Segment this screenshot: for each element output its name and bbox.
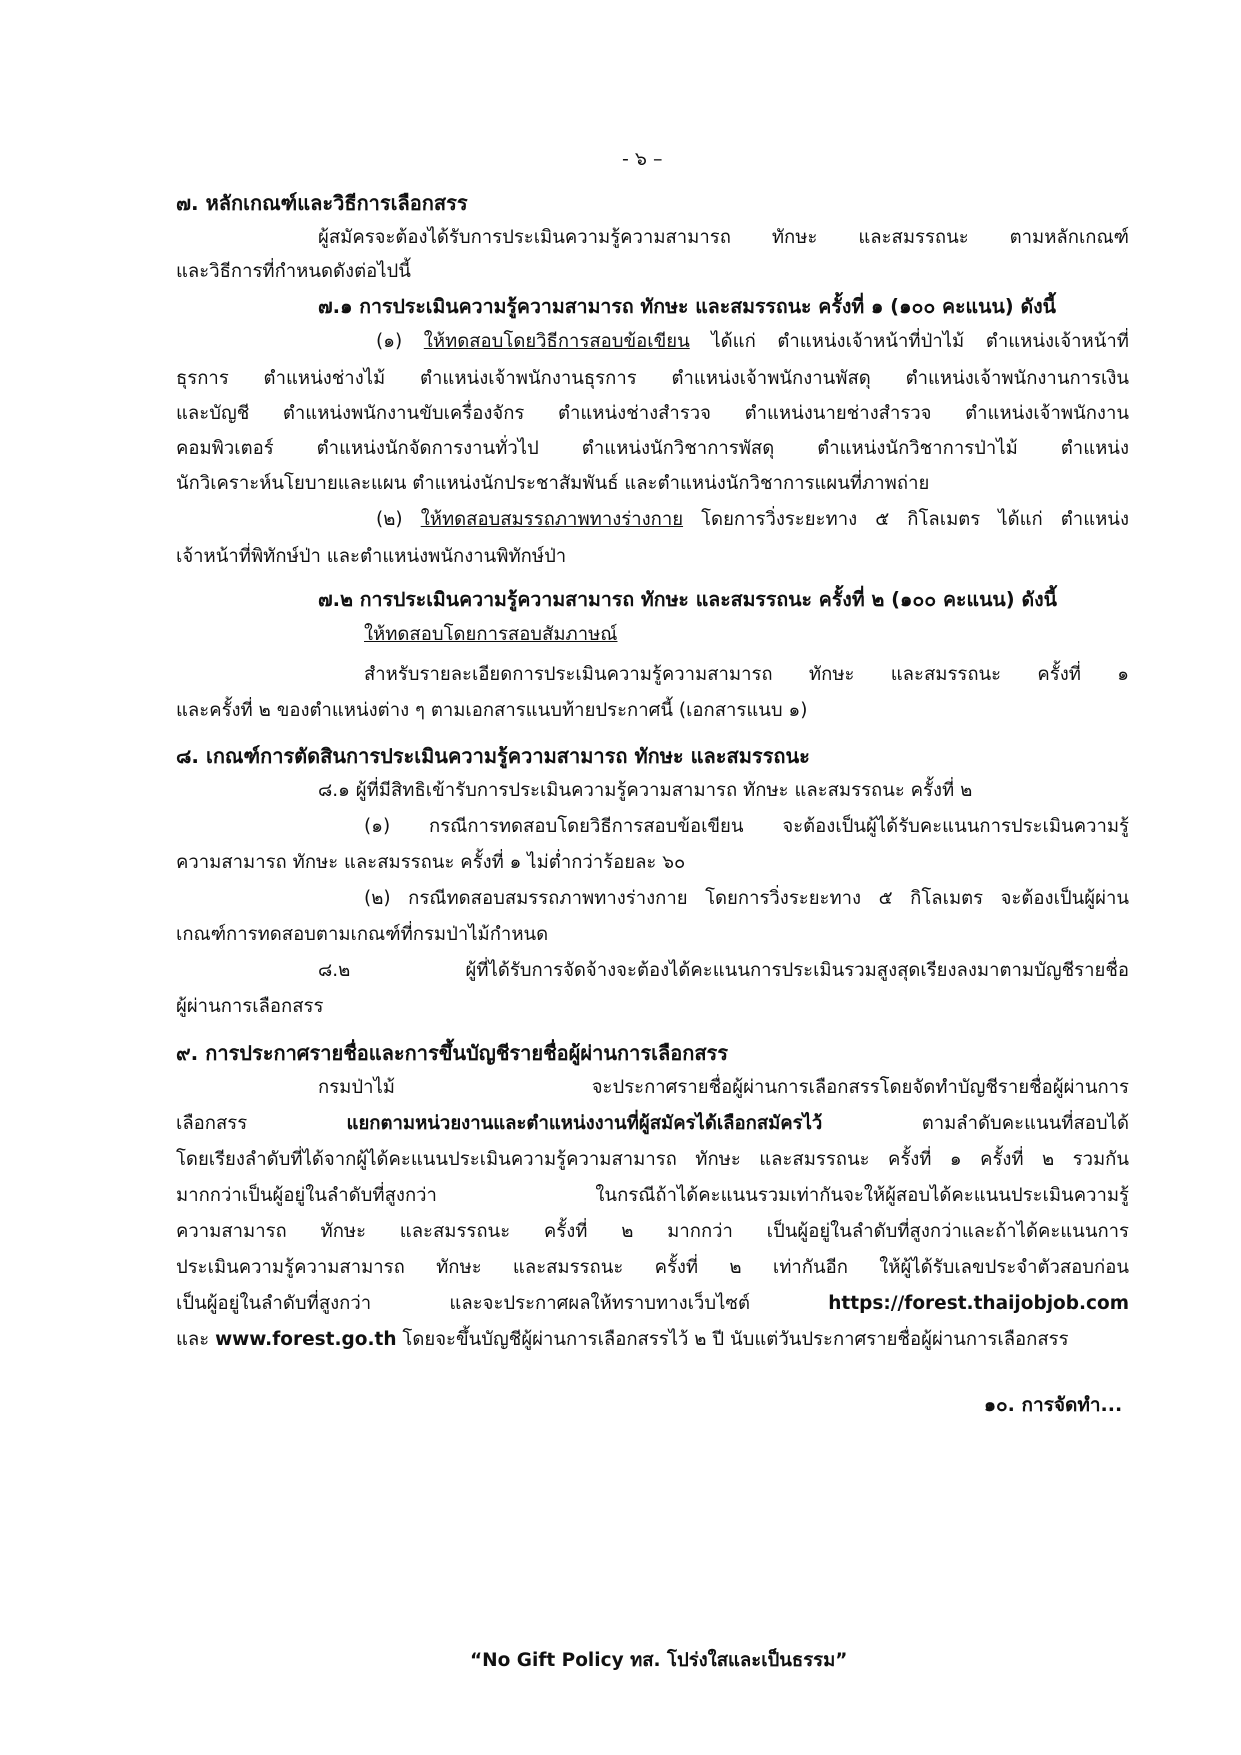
item-8-1-1-line-1: (๑) กรณีการทดสอบโดยวิธีการสอบข้อเขียน จะต้องเป็นผู้ได้รับคะแนนการประเมินความรู้ (364, 816, 1129, 837)
text-segment: และ (176, 1329, 210, 1350)
written-exam-method: ให้ทดสอบโดยวิธีการสอบข้อเขียน (423, 331, 690, 352)
item-8-1-2-line-2: เกณฑ์การทดสอบตามเกณฑ์ที่กรมป่าไม้กำหนด (176, 924, 549, 945)
physical-test-method: ให้ทดสอบสมรรถภาพทางร่างกาย (420, 509, 684, 530)
subsection-7-2-title: ๗.๒ การประเมินความรู้ความสามารถ ทักษะ และสมรรถนะ ครั้งที่ ๒ (๑๐๐ คะแนน) ดังนี้ (318, 588, 1057, 611)
section-9-line-2 (176, 1115, 1129, 1134)
page-number: - ๖ – (622, 148, 663, 170)
item-8-1-1-line-2: ความสามารถ ทักษะ และสมรรถนะ ครั้งที่ ๑ ไม่ต่ำกว่าร้อยละ ๖๐ (176, 852, 686, 873)
continuation-marker: ๑๐. การจัดทำ... (984, 1394, 1123, 1416)
section-8-heading: ๘. เกณฑ์การตัดสินการประเมินความรู้ความสามารถ ทักษะ และสมรรถนะ (176, 744, 810, 768)
item-number: (๑) (376, 331, 403, 352)
section-9-line-3: โดยเรียงลำดับที่ได้จากผู้ได้คะแนนประเมินความรู้ความสามารถ ทักษะ และสมรรถนะ ครั้งที่ ๑ ครั้งที่ ๒ รวมกัน (176, 1149, 1129, 1170)
section-9-line-1: กรมป่าไม้ จะประกาศรายชื่อผู้ผ่านการเลือกสรรโดยจัดทำบัญชีรายชื่อผู้ผ่านการ (318, 1077, 1129, 1098)
section-9-heading: ๙. การประกาศรายชื่อและการขึ้นบัญชีรายชื่อผู้ผ่านการเลือกสรร (176, 1041, 729, 1065)
item-8-2-line-2: ผู้ผ่านการเลือกสรร (176, 996, 324, 1017)
emphasis-text: แยกตามหน่วยงานและตำแหน่งงานที่ผู้สมัครได้เลือกสมัครไว้ (346, 1113, 823, 1134)
section-7-intro-line-2: และวิธีการที่กำหนดดังต่อไปนี้ (176, 261, 411, 282)
website-link-forest[interactable]: www.forest.go.th (215, 1329, 397, 1350)
text-segment: เป็นผู้อยู่ในลำดับที่สูงกว่า และจะประกาศผลให้ทราบทางเว็บไซต์ (176, 1293, 750, 1314)
item-7-1-1-line-2: ธุรการ ตำแหน่งช่างไม้ ตำแหน่งเจ้าพนักงานธุรการ ตำแหน่งเจ้าพนักงานพัสดุ ตำแหน่งเจ้าพนักงานการเงิน (176, 368, 1129, 389)
section-7-intro-line-1: ผู้สมัครจะต้องได้รับการประเมินความรู้ความสามารถ ทักษะ และสมรรถนะ ตามหลักเกณฑ์ (318, 227, 1129, 248)
item-7-1-2-line-1 (376, 511, 1129, 530)
website-link-thaijobjob[interactable]: https://forest.thaijobjob.com (828, 1293, 1129, 1314)
item-7-1-1-line-5: นักวิเคราะห์นโยบายและแผน ตำแหน่งนักประชาสัมพันธ์ และตำแหน่งนักวิชาการแผนที่ภาพถ่าย (176, 473, 930, 494)
section-9-line-5: ความสามารถ ทักษะ และสมรรถนะ ครั้งที่ ๒ มากกว่า เป็นผู้อยู่ในลำดับที่สูงกว่าและถ้าได้คะแนนการ (176, 1221, 1129, 1242)
item-text: โดยการวิ่งระยะทาง ๕ กิโลเมตร ได้แก่ ตำแหน่ง (701, 509, 1129, 530)
item-text: ได้แก่ ตำแหน่งเจ้าหน้าที่ป่าไม้ ตำแหน่งเจ้าหน้าที่ (711, 331, 1129, 352)
section-9-line-8 (176, 1331, 1069, 1350)
subsection-7-2-detail-line-2: และครั้งที่ ๒ ของตำแหน่งต่าง ๆ ตามเอกสารแนบท้ายประกาศนี้ (เอกสารแนบ ๑) (176, 700, 808, 721)
section-7-heading: ๗. หลักเกณฑ์และวิธีการเลือกสรร (176, 191, 468, 215)
item-7-1-1-line-1 (376, 333, 1129, 352)
footer-slogan: “No Gift Policy ทส. โปร่งใสและเป็นธรรม” (470, 1650, 848, 1671)
item-number: (๒) (376, 509, 403, 530)
section-9-line-4: มากกว่าเป็นผู้อยู่ในลำดับที่สูงกว่า ในกรณีถ้าได้คะแนนรวมเท่ากันจะให้ผู้สอบได้คะแนนประเมินความรู้ (176, 1185, 1129, 1206)
subsection-7-1-title: ๗.๑ การประเมินความรู้ความสามารถ ทักษะ และสมรรถนะ ครั้งที่ ๑ (๑๐๐ คะแนน) ดังนี้ (318, 295, 1057, 318)
text-segment: ตามลำดับคะแนนที่สอบได้ (921, 1113, 1129, 1134)
item-8-1: ๘.๑ ผู้ที่มีสิทธิเข้ารับการประเมินความรู้ความสามารถ ทักษะ และสมรรถนะ ครั้งที่ ๒ (318, 780, 973, 801)
text-segment: โดยจะขึ้นบัญชีผู้ผ่านการเลือกสรรไว้ ๒ ปี นับแต่วันประกาศรายชื่อผู้ผ่านการเลือกสรร (402, 1329, 1069, 1350)
item-8-1-2-line-1: (๒) กรณีทดสอบสมรรถภาพทางร่างกาย โดยการวิ่งระยะทาง ๕ กิโลเมตร จะต้องเป็นผู้ผ่าน (364, 888, 1129, 909)
subsection-7-2-detail-line-1: สำหรับรายละเอียดการประเมินความรู้ความสามารถ ทักษะ และสมรรถนะ ครั้งที่ ๑ (364, 664, 1129, 685)
item-7-1-1-line-4: คอมพิวเตอร์ ตำแหน่งนักจัดการงานทั่วไป ตำแหน่งนักวิชาการพัสดุ ตำแหน่งนักวิชาการป่าไม้ ตำแหน่ง (176, 438, 1129, 459)
item-8-2-line-1: ๘.๒ ผู้ที่ได้รับการจัดจ้างจะต้องได้คะแนนการประเมินรวมสูงสุดเรียงลงมาตามบัญชีรายชื่อ (318, 960, 1129, 981)
section-9-line-6: ประเมินความรู้ความสามารถ ทักษะ และสมรรถนะ ครั้งที่ ๒ เท่ากันอีก ให้ผู้ได้รับเลขประจำตัวสอบก่อน (176, 1257, 1129, 1278)
interview-method: ให้ทดสอบโดยการสอบสัมภาษณ์ (364, 624, 618, 645)
text-segment: เลือกสรร (176, 1113, 248, 1134)
item-7-1-1-line-3: และบัญชี ตำแหน่งพนักงานขับเครื่องจักร ตำแหน่งช่างสำรวจ ตำแหน่งนายช่างสำรวจ ตำแหน่งเจ้าพนักงาน (176, 403, 1129, 424)
item-7-1-2-line-2: เจ้าหน้าที่พิทักษ์ป่า และตำแหน่งพนักงานพิทักษ์ป่า (176, 546, 567, 567)
section-9-line-7 (176, 1295, 1129, 1314)
